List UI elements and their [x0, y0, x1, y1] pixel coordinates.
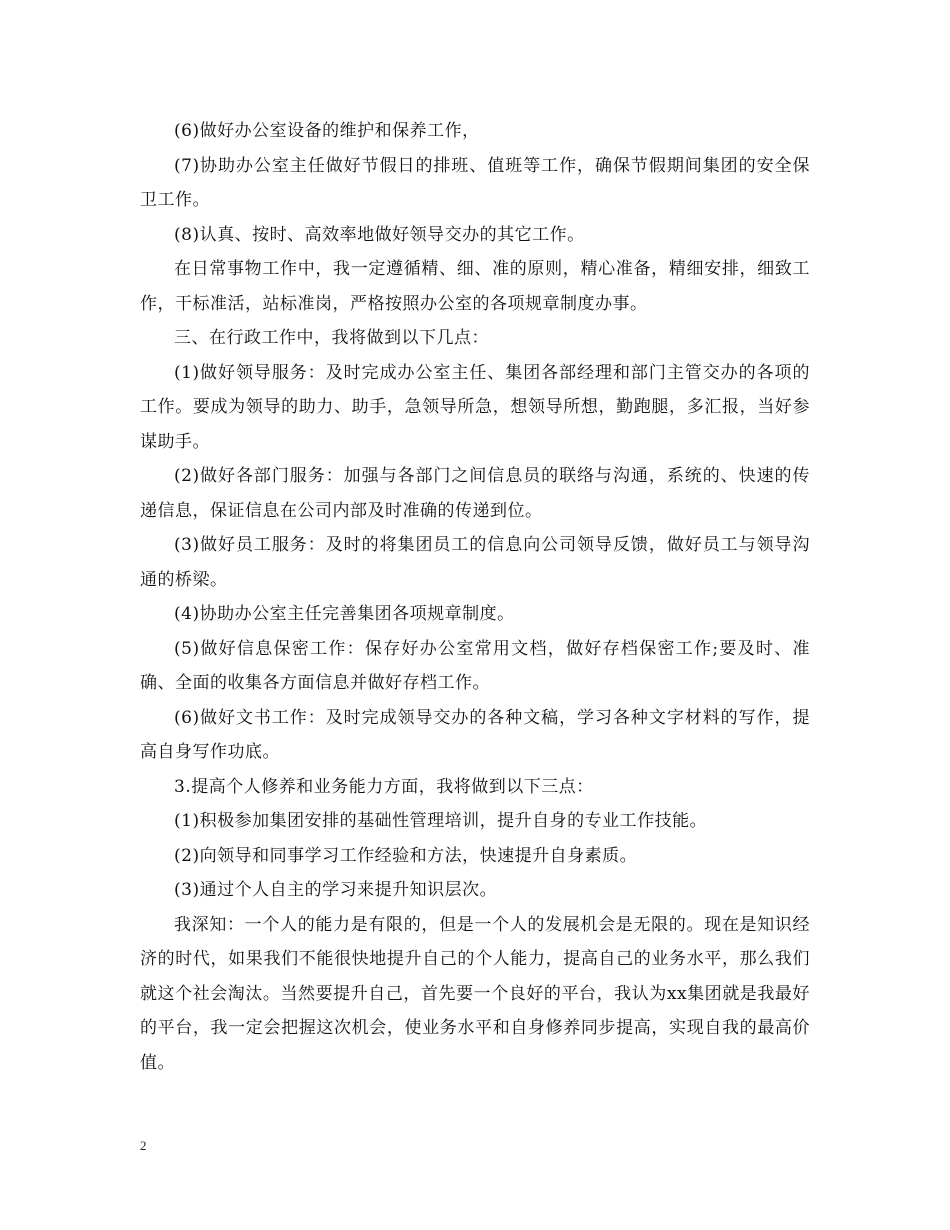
paragraph-item-6-maintenance: (6)做好办公室设备的维护和保养工作， [174, 121, 480, 141]
paragraph-item-2-learning: (2)向领导和同事学习工作经验和方法，快速提升自身素质。 [174, 845, 638, 866]
document-body [140, 114, 810, 1080]
paragraph-item-8-other-tasks: (8)认真、按时、高效率地做好领导交办的其它工作。 [174, 224, 585, 245]
section-heading-administrative-work: 三、在行政工作中，我将做到以下几点： [174, 328, 489, 348]
paragraph-item-1-leadership-service: (1)做好领导服务：及时完成办公室主任、集团各部经理和部门主管交办的各项的工作。要成为领导的助力、助手，急领导所急，想领导所想，勤跑腿，多汇报，当好参谋助手。 [140, 362, 810, 452]
paragraph-item-3-employee-service: (3)做好员工服务：及时的将集团员工的信息向公司领导反馈，做好员工与领导沟通的桥梁。 [140, 535, 810, 590]
paragraph-conclusion: 我深知：一个人的能力是有限的，但是一个人的发展机会是无限的。现在是知识经济的时代，如果我们不能很快地提升自己的个人能力，提高自己的业务水平，那么我们就这个社会淘汰。当然要提升自己，首先要一个良好的平台，我认为xx集团就是我最好的平台，我一定会把握这次机会，使业务水平和自身修养同步提高，实现自我的最高价值。 [140, 914, 810, 1073]
paragraph-daily-affairs: 在日常事物工作中，我一定遵循精、细、准的原则，精心准备，精细安排，细致工作，干标准活，站标准岗，严格按照办公室的各项规章制度办事。 [140, 259, 810, 314]
page-number: 2 [140, 1138, 147, 1153]
paragraph-item-7-holiday-duty: (7)协助办公室主任做好节假日的排班、值班等工作，确保节假期间集团的安全保卫工作。 [140, 155, 810, 210]
paragraph-item-4-regulations: (4)协助办公室主任完善集团各项规章制度。 [174, 604, 515, 624]
paragraph-item-1-training: (1)积极参加集团安排的基础性管理培训，提升自身的专业工作技能。 [174, 811, 708, 831]
section-heading-self-improvement: 3.提高个人修养和业务能力方面，我将做到以下三点： [174, 776, 594, 797]
paragraph-item-6-documents: (6)做好文书工作：及时完成领导交办的各种文稿，学习各种文字材料的写作，提高自身写作功底。 [140, 707, 810, 762]
paragraph-item-3-self-study: (3)通过个人自主的学习来提升知识层次。 [174, 880, 498, 900]
paragraph-item-2-department-service: (2)做好各部门服务：加强与各部门之间信息员的联络与沟通，系统的、快速的传递信息，保证信息在公司内部及时准确的传递到位。 [140, 466, 810, 521]
paragraph-item-5-confidentiality: (5)做好信息保密工作：保存好办公室常用文档，做好存档保密工作;要及时、准确、全面的收集各方面信息并做好存档工作。 [140, 638, 810, 693]
